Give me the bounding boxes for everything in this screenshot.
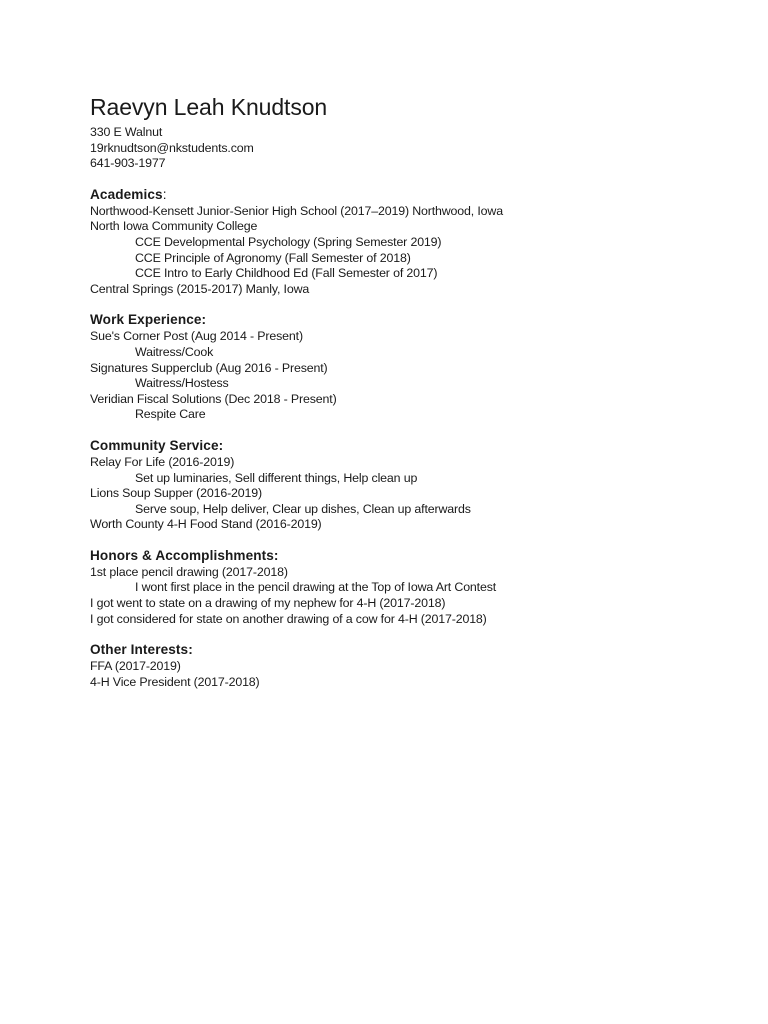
- resume-page: [90, 92, 730, 690]
- academics-entry-line: North Iowa Community College: [90, 219, 258, 234]
- interests-list: [90, 659, 730, 690]
- work-entry-line: Veridian Fiscal Solutions (Dec 2018 - Present): [90, 391, 337, 406]
- phone: 641-903-1977: [90, 156, 166, 171]
- academics-heading: [90, 186, 730, 204]
- applicant-name: Raevyn Leah Knudtson: [90, 94, 328, 120]
- community-entry-line: Lions Soup Supper (2016-2019): [90, 486, 262, 501]
- work-detail-line: Waitress/Cook: [135, 344, 214, 359]
- work-experience-list: [90, 329, 730, 423]
- academics-detail-line: CCE Intro to Early Childhood Ed (Fall Semester of 2017): [135, 266, 438, 281]
- honors-entry-line: 1st place pencil drawing (2017-2018): [90, 564, 288, 579]
- work-entry-line: Signatures Supperclub (Aug 2016 - Present): [90, 360, 328, 375]
- honors-list: [90, 565, 730, 627]
- interests-heading: Other Interests:: [90, 642, 193, 658]
- interests-entry-line: 4-H Vice President (2017-2018): [90, 674, 260, 689]
- email: 19rknudtson@nkstudents.com: [90, 140, 254, 155]
- community-detail-line: Set up luminaries, Sell different things, Help clean up: [135, 470, 418, 485]
- community-entry-line: Worth County 4-H Food Stand (2016-2019): [90, 517, 322, 532]
- academics-entry-line: Central Springs (2015-2017) Manly, Iowa: [90, 281, 310, 296]
- academics-detail-line: CCE Principle of Agronomy (Fall Semester of 2018): [135, 250, 411, 265]
- work-detail-line: Respite Care: [135, 407, 206, 422]
- honors-heading: Honors & Accomplishments:: [90, 547, 279, 563]
- community-detail-line: Serve soup, Help deliver, Clear up dishes, Clean up afterwards: [135, 501, 471, 516]
- academics-detail-line: CCE Developmental Psychology (Spring Semester 2019): [135, 234, 442, 249]
- academics-entry-line: Northwood-Kensett Junior-Senior High School (2017–2019) Northwood, Iowa: [90, 203, 503, 218]
- academics-list: [90, 204, 730, 298]
- academics-title-colon: :: [162, 186, 167, 202]
- work-experience-heading: Work Experience:: [90, 312, 207, 328]
- community-entry-line: Relay For Life (2016-2019): [90, 454, 235, 469]
- work-entry-line: Sue's Corner Post (Aug 2014 - Present): [90, 329, 303, 344]
- work-detail-line: Waitress/Hostess: [135, 376, 229, 391]
- honors-entry-line: I got went to state on a drawing of my nephew for 4-H (2017-2018): [90, 596, 446, 611]
- community-service-list: [90, 455, 730, 533]
- academics-title: Academics: [90, 186, 163, 202]
- interests-entry-line: FFA (2017-2019): [90, 659, 181, 674]
- honors-detail-line: I wont first place in the pencil drawing at the Top of Iowa Art Contest: [135, 580, 497, 595]
- community-service-heading: Community Service:: [90, 437, 224, 453]
- address: 330 E Walnut: [90, 125, 163, 139]
- honors-entry-line: I got considered for state on another drawing of a cow for 4-H (2017-2018): [90, 611, 487, 626]
